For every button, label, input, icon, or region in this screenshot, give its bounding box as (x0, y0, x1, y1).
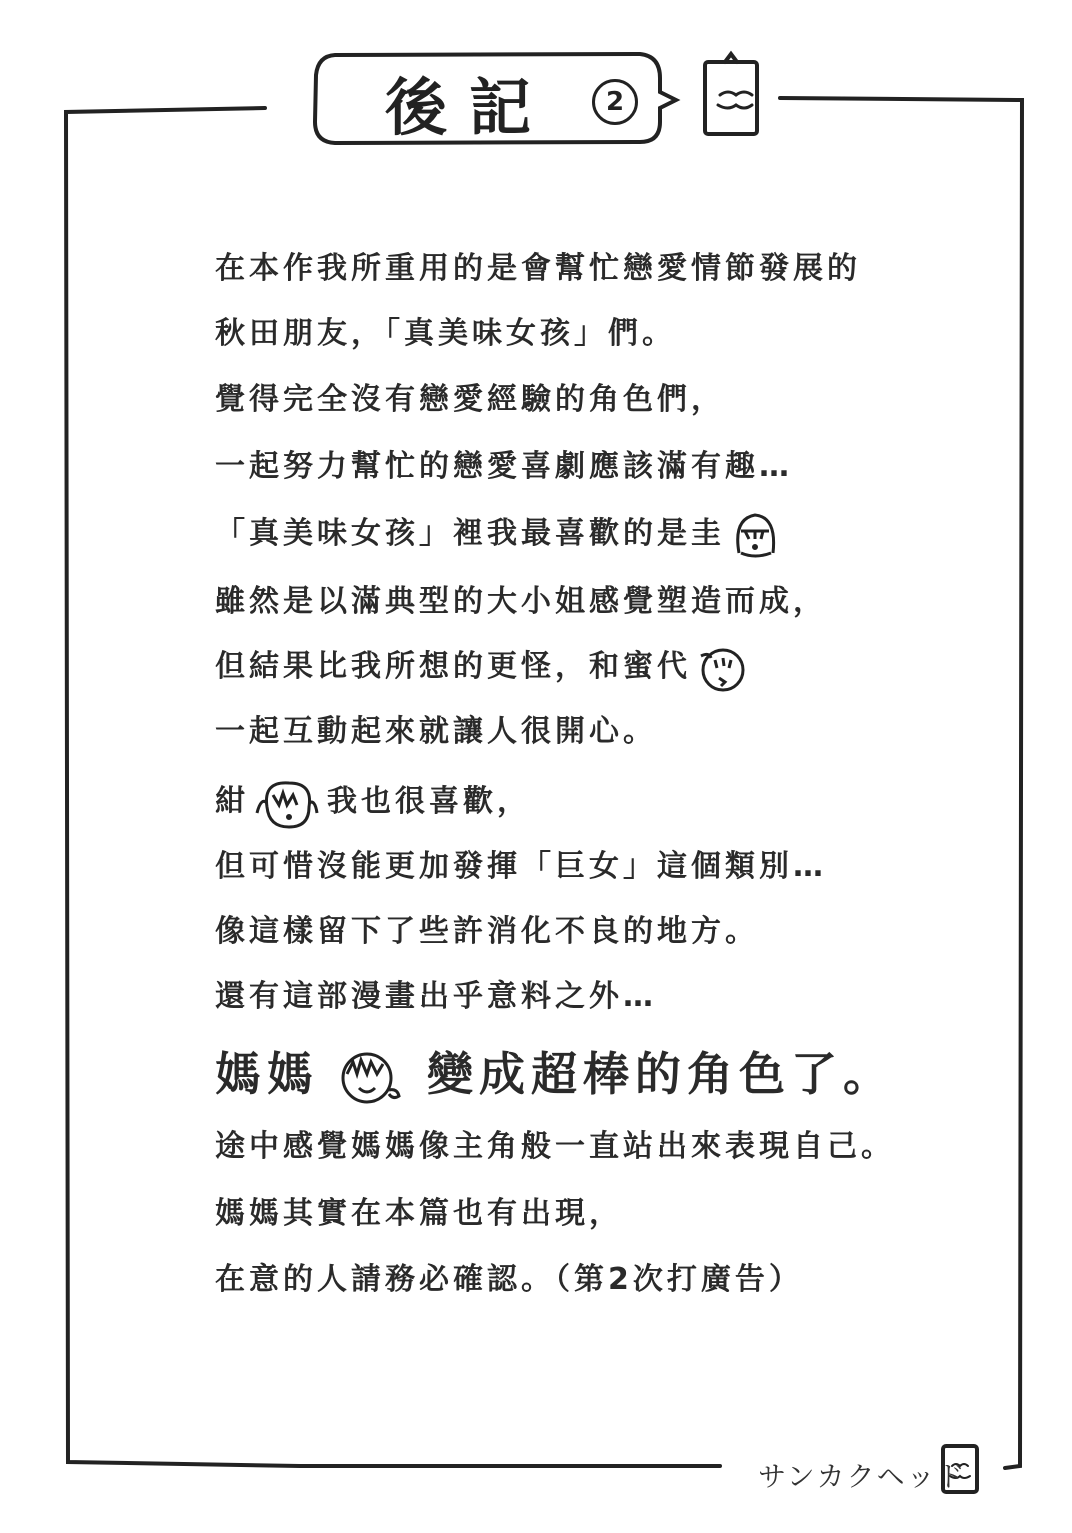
text-line: 一起互動起來就讓人很開心。 (215, 714, 657, 749)
frame-border-right (780, 98, 1022, 1468)
text-line: 秋田朋友，「真美味女孩」們。 (215, 316, 676, 351)
text-line: 但可惜沒能更加發揮「巨女」這個類別… (215, 849, 827, 884)
text-segment: 變成超棒的角色了。 (427, 1047, 895, 1101)
text-line-emphasis (215, 1038, 895, 1108)
text-line: 雖然是以滿典型的大小姐感覺塑造而成， (215, 584, 827, 619)
character-face-kei-icon (729, 509, 781, 561)
text-line: 在意的人請務必確認。（第2次打廣告） (215, 1262, 803, 1297)
text-line (215, 776, 531, 829)
text-segment: 媽媽 (215, 1047, 319, 1101)
text-line (215, 641, 755, 694)
text-line: 像這樣留下了些許消化不良的地方。 (215, 914, 759, 949)
text-segment: 但結果比我所想的更怪，和蜜代 (215, 649, 691, 684)
author-signature: サンカクヘッド (758, 1460, 967, 1493)
text-segment: 我也很喜歡， (327, 784, 531, 819)
text-segment: 「真美味女孩」裡我最喜歡的是圭 (215, 516, 725, 551)
text-line: 覺得完全沒有戀愛經驗的角色們， (215, 382, 725, 417)
character-face-kon-icon (253, 777, 323, 829)
text-line: 還有這部漫畫出乎意料之外… (215, 979, 657, 1014)
title-number: 2 (592, 79, 638, 125)
text-line: 媽媽其實在本篇也有出現， (215, 1196, 623, 1231)
text-line: 一起努力幫忙的戀愛喜劇應該滿有趣… (215, 449, 793, 484)
page-title: 後記 (385, 71, 554, 144)
text-line (215, 508, 785, 561)
text-line: 途中感覺媽媽像主角般一直站出來表現自己。 (215, 1129, 895, 1164)
author-icon-card (705, 62, 757, 134)
text-line: 在本作我所重用的是會幫忙戀愛情節發展的 (215, 251, 861, 286)
character-face-mitsuyo-icon (695, 642, 751, 694)
text-segment: 紺 (215, 784, 249, 819)
character-face-mother-icon (333, 1048, 413, 1108)
